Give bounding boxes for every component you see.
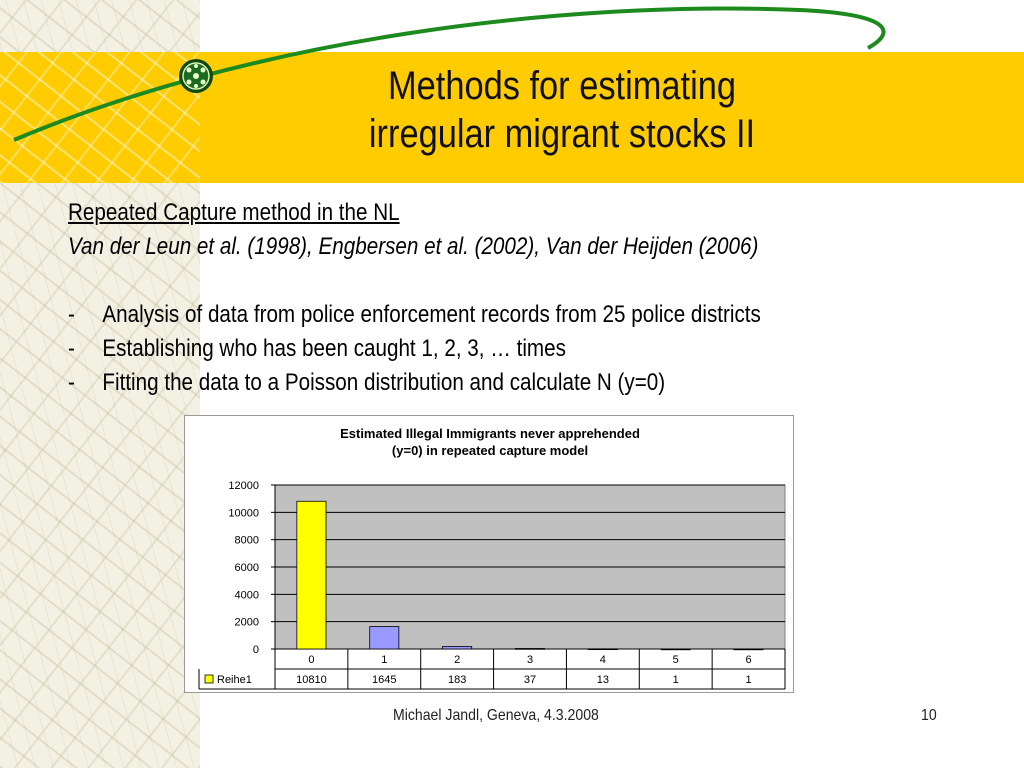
legend-series-name: Reihe1 — [217, 674, 252, 686]
x-category-label: 2 — [454, 654, 461, 666]
bullet-marker: - — [68, 369, 75, 396]
method-subtitle: Repeated Capture method in the NL — [68, 199, 400, 226]
y-tick-label: 2000 — [234, 616, 259, 629]
y-tick-label: 10000 — [228, 507, 259, 520]
bar — [297, 501, 326, 649]
data-table-value: 1 — [672, 674, 679, 686]
bullet-text: Fitting the data to a Poisson distribution and calculate N (y=0) — [102, 369, 666, 396]
bullet-marker: - — [68, 335, 75, 362]
data-table-value: 10810 — [296, 674, 327, 686]
x-category-label: 6 — [745, 654, 752, 666]
bullet-item — [68, 298, 842, 332]
data-table-value: 1 — [745, 674, 752, 686]
footer-text: Michael Jandl, Geneva, 4.3.2008 — [393, 707, 599, 724]
x-category-label: 5 — [672, 654, 679, 666]
data-table-value: 37 — [523, 674, 537, 686]
slide-title-line-2: irregular migrant stocks II — [368, 112, 756, 156]
chart-container — [184, 415, 794, 693]
globe-icon — [179, 59, 213, 93]
bar — [443, 646, 472, 649]
bullet-item — [68, 332, 842, 366]
slide-title-line-1: Methods for estimating — [387, 64, 736, 108]
bar-chart — [185, 416, 793, 692]
x-category-label: 0 — [308, 654, 315, 666]
slide-title — [251, 62, 874, 158]
spacer — [68, 264, 968, 298]
slide-body — [68, 196, 968, 400]
page-number: 10 — [921, 707, 937, 724]
bullet-text: Establishing who has been caught 1, 2, 3, … times — [102, 335, 566, 362]
chart-title-line-1: Estimated Illegal Immigrants never apprehended — [340, 426, 640, 441]
x-category-label: 3 — [526, 654, 534, 666]
bar — [661, 649, 690, 650]
x-category-label: 1 — [381, 654, 388, 666]
y-tick-label: 8000 — [234, 534, 259, 547]
legend-swatch — [205, 675, 213, 683]
data-table-value: 183 — [447, 674, 467, 686]
y-tick-label: 0 — [252, 644, 259, 656]
x-category-label: 4 — [599, 654, 606, 666]
y-tick-label: 6000 — [234, 562, 259, 574]
authors-line: Van der Leun et al. (1998), Engbersen et al. (2002), Van der Heijden (2006) — [68, 233, 759, 260]
y-tick-label: 12000 — [228, 480, 259, 492]
bullet-marker: - — [68, 301, 75, 328]
bullet-text: Analysis of data from police enforcement records from 25 police districts — [102, 301, 761, 328]
bullet-item — [68, 366, 842, 400]
y-tick-label: 4000 — [234, 589, 259, 602]
chart-title-line-2: (y=0) in repeated capture model — [391, 443, 589, 458]
bar — [734, 649, 763, 650]
bar — [370, 627, 399, 649]
data-table-value: 13 — [596, 674, 609, 686]
bar — [515, 648, 544, 649]
data-table-value: 1645 — [372, 674, 397, 686]
bar — [588, 649, 617, 650]
